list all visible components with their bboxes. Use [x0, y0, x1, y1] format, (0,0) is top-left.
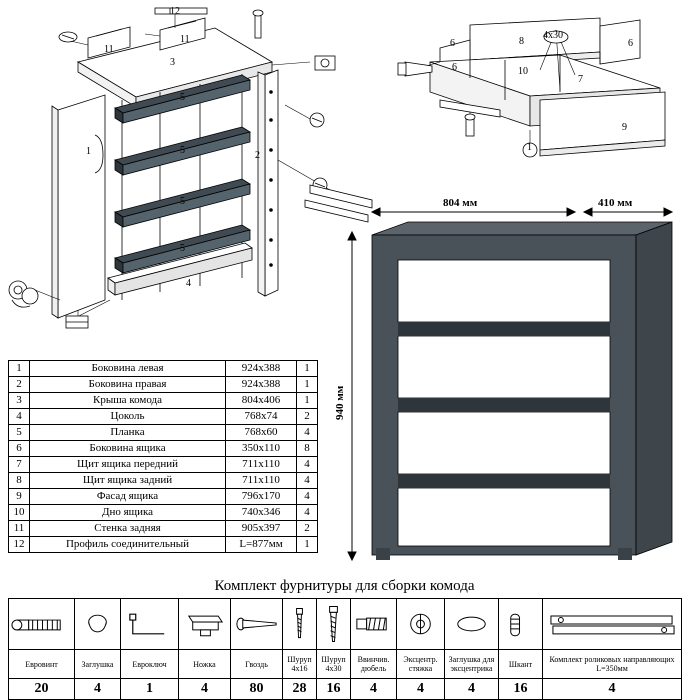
hardware-cell-cam-lock: [397, 599, 445, 650]
hardware-cell-euro-screw: [9, 599, 75, 650]
callout-5-d: 5: [180, 243, 185, 254]
hardware-label: Шуруп 4х30: [317, 650, 351, 679]
hardware-count: 1: [121, 679, 179, 700]
hardware-count: 4: [75, 679, 121, 700]
hardware-cell-cap: [75, 599, 121, 650]
hardware-label: Евровинт: [9, 650, 75, 679]
part-quantity: 2: [297, 521, 318, 537]
part-quantity: 1: [297, 393, 318, 409]
hardware-cell-nail: [231, 599, 283, 650]
hardware-kit-title: Комплект фурнитуры для сборки комода: [214, 578, 475, 594]
callout-9: 9: [622, 122, 627, 133]
callout-4x30: 4х30: [543, 30, 563, 41]
part-name: Фасад ящика: [30, 489, 226, 505]
screw-4x16-icon: [283, 600, 316, 648]
part-quantity: 1: [297, 537, 318, 553]
cap-icon: [75, 600, 120, 648]
part-name: Крыша комода: [30, 393, 226, 409]
width-dimension-label: 804 мм: [443, 197, 478, 209]
hardware-kit-table: [8, 598, 682, 700]
hardware-label-row: [9, 650, 682, 679]
table-row: [9, 505, 318, 521]
part-number: 10: [9, 505, 30, 521]
parts-list-table: [8, 360, 318, 553]
part-name: Дно ящика: [30, 505, 226, 521]
hardware-cell-slide-rail: [543, 599, 682, 650]
callout-5-c: 5: [180, 196, 185, 207]
callout-2: 2: [255, 150, 260, 161]
callout-8: 8: [519, 36, 524, 47]
hardware-count: 4: [351, 679, 397, 700]
part-number: 8: [9, 473, 30, 489]
part-quantity: 4: [297, 489, 318, 505]
hardware-label: Шкант: [499, 650, 543, 679]
euro-key-icon: [121, 600, 178, 648]
part-dimension: 905х397: [226, 521, 297, 537]
hardware-count: 4: [397, 679, 445, 700]
part-number: 6: [9, 441, 30, 457]
part-dimension: 740х346: [226, 505, 297, 521]
hardware-count: 4: [543, 679, 682, 700]
table-row: [9, 377, 318, 393]
part-name: Боковина ящика: [30, 441, 226, 457]
callout-1: 1: [86, 146, 91, 157]
hardware-label: Ножка: [179, 650, 231, 679]
hardware-label: Шуруп 4х16: [283, 650, 317, 679]
table-row: [9, 537, 318, 553]
hardware-count: 20: [9, 679, 75, 700]
part-dimension: L=877мм: [226, 537, 297, 553]
table-row: [9, 457, 318, 473]
part-number: 11: [9, 521, 30, 537]
part-number: 12: [9, 537, 30, 553]
hardware-cell-euro-key: [121, 599, 179, 650]
part-quantity: 2: [297, 409, 318, 425]
table-row: [9, 489, 318, 505]
part-dimension: 711х110: [226, 457, 297, 473]
hardware-cell-dowel: [351, 599, 397, 650]
hardware-icon-row: [9, 599, 682, 650]
hardware-cell-cam-cap: [445, 599, 499, 650]
hardware-cell-screw-4x30: [317, 599, 351, 650]
hardware-label: Комплект роликовых направляющих L=350мм: [543, 650, 682, 679]
hardware-count: 80: [231, 679, 283, 700]
table-row: [9, 425, 318, 441]
depth-dimension-label: 410 мм: [598, 197, 633, 209]
hardware-count: 28: [283, 679, 317, 700]
part-quantity: 4: [297, 425, 318, 441]
callout-6-bottom: 6: [452, 62, 457, 73]
slide-rail-icon: [543, 600, 681, 648]
part-number: 5: [9, 425, 30, 441]
table-row: [9, 521, 318, 537]
part-dimension: 804х406: [226, 393, 297, 409]
part-number: 9: [9, 489, 30, 505]
callout-6-right: 6: [628, 38, 633, 49]
cam-cap-icon: [445, 600, 498, 648]
part-quantity: 4: [297, 473, 318, 489]
part-number: 4: [9, 409, 30, 425]
part-dimension: 768х60: [226, 425, 297, 441]
hardware-cell-shkant: [499, 599, 543, 650]
callout-12: 12: [170, 6, 180, 17]
hardware-label: Евроключ: [121, 650, 179, 679]
callout-5-b: 5: [180, 145, 185, 156]
hardware-count-row: [9, 679, 682, 700]
table-row: [9, 473, 318, 489]
callout-10: 10: [518, 66, 528, 77]
dowel-icon: [351, 600, 396, 648]
part-name: Боковина левая: [30, 361, 226, 377]
hardware-count: 4: [179, 679, 231, 700]
part-number: 1: [9, 361, 30, 377]
table-row: [9, 361, 318, 377]
callout-3: 3: [170, 57, 175, 68]
hardware-cell-foot: [179, 599, 231, 650]
callout-11-right: 11: [180, 34, 190, 45]
nail-icon: [231, 600, 282, 648]
hardware-label: Заглушка: [75, 650, 121, 679]
hardware-cell-screw-4x16: [283, 599, 317, 650]
part-number: 2: [9, 377, 30, 393]
part-name: Щит ящика передний: [30, 457, 226, 473]
screw-4x30-icon: [317, 600, 350, 648]
part-dimension: 711х110: [226, 473, 297, 489]
hardware-label: Гвоздь: [231, 650, 283, 679]
part-dimension: 350х110: [226, 441, 297, 457]
part-dimension: 924х388: [226, 361, 297, 377]
part-name: Щит ящика задний: [30, 473, 226, 489]
part-name: Стенка задняя: [30, 521, 226, 537]
part-quantity: 1: [297, 377, 318, 393]
table-row: [9, 409, 318, 425]
table-row: [9, 393, 318, 409]
part-number: 7: [9, 457, 30, 473]
cam-lock-icon: [397, 600, 444, 648]
foot-icon: [179, 600, 230, 648]
height-dimension-label: 940 мм: [334, 385, 346, 420]
callout-1-drawer: 1: [527, 142, 532, 153]
callout-7: 7: [578, 74, 583, 85]
hardware-label: Ввинчив. дюбель: [351, 650, 397, 679]
part-number: 3: [9, 393, 30, 409]
euro-screw-icon: [9, 600, 74, 648]
part-dimension: 796х170: [226, 489, 297, 505]
hardware-label: Эксцентр. стяжка: [397, 650, 445, 679]
callout-6-left: 6: [450, 38, 455, 49]
part-quantity: 4: [297, 505, 318, 521]
callout-11-left: 11: [104, 44, 114, 55]
hardware-count: 16: [317, 679, 351, 700]
part-name: Профиль соединительный: [30, 537, 226, 553]
part-quantity: 8: [297, 441, 318, 457]
part-quantity: 1: [297, 361, 318, 377]
part-name: Цоколь: [30, 409, 226, 425]
callout-4: 4: [186, 278, 191, 289]
part-name: Боковина правая: [30, 377, 226, 393]
hardware-label: Заглушка для эксцентрика: [445, 650, 499, 679]
callout-5-a: 5: [180, 92, 185, 103]
part-dimension: 768х74: [226, 409, 297, 425]
hardware-count: 4: [445, 679, 499, 700]
hardware-count: 16: [499, 679, 543, 700]
table-row: [9, 441, 318, 457]
part-quantity: 4: [297, 457, 318, 473]
part-name: Планка: [30, 425, 226, 441]
shkant-icon: [499, 600, 542, 648]
part-dimension: 924х388: [226, 377, 297, 393]
